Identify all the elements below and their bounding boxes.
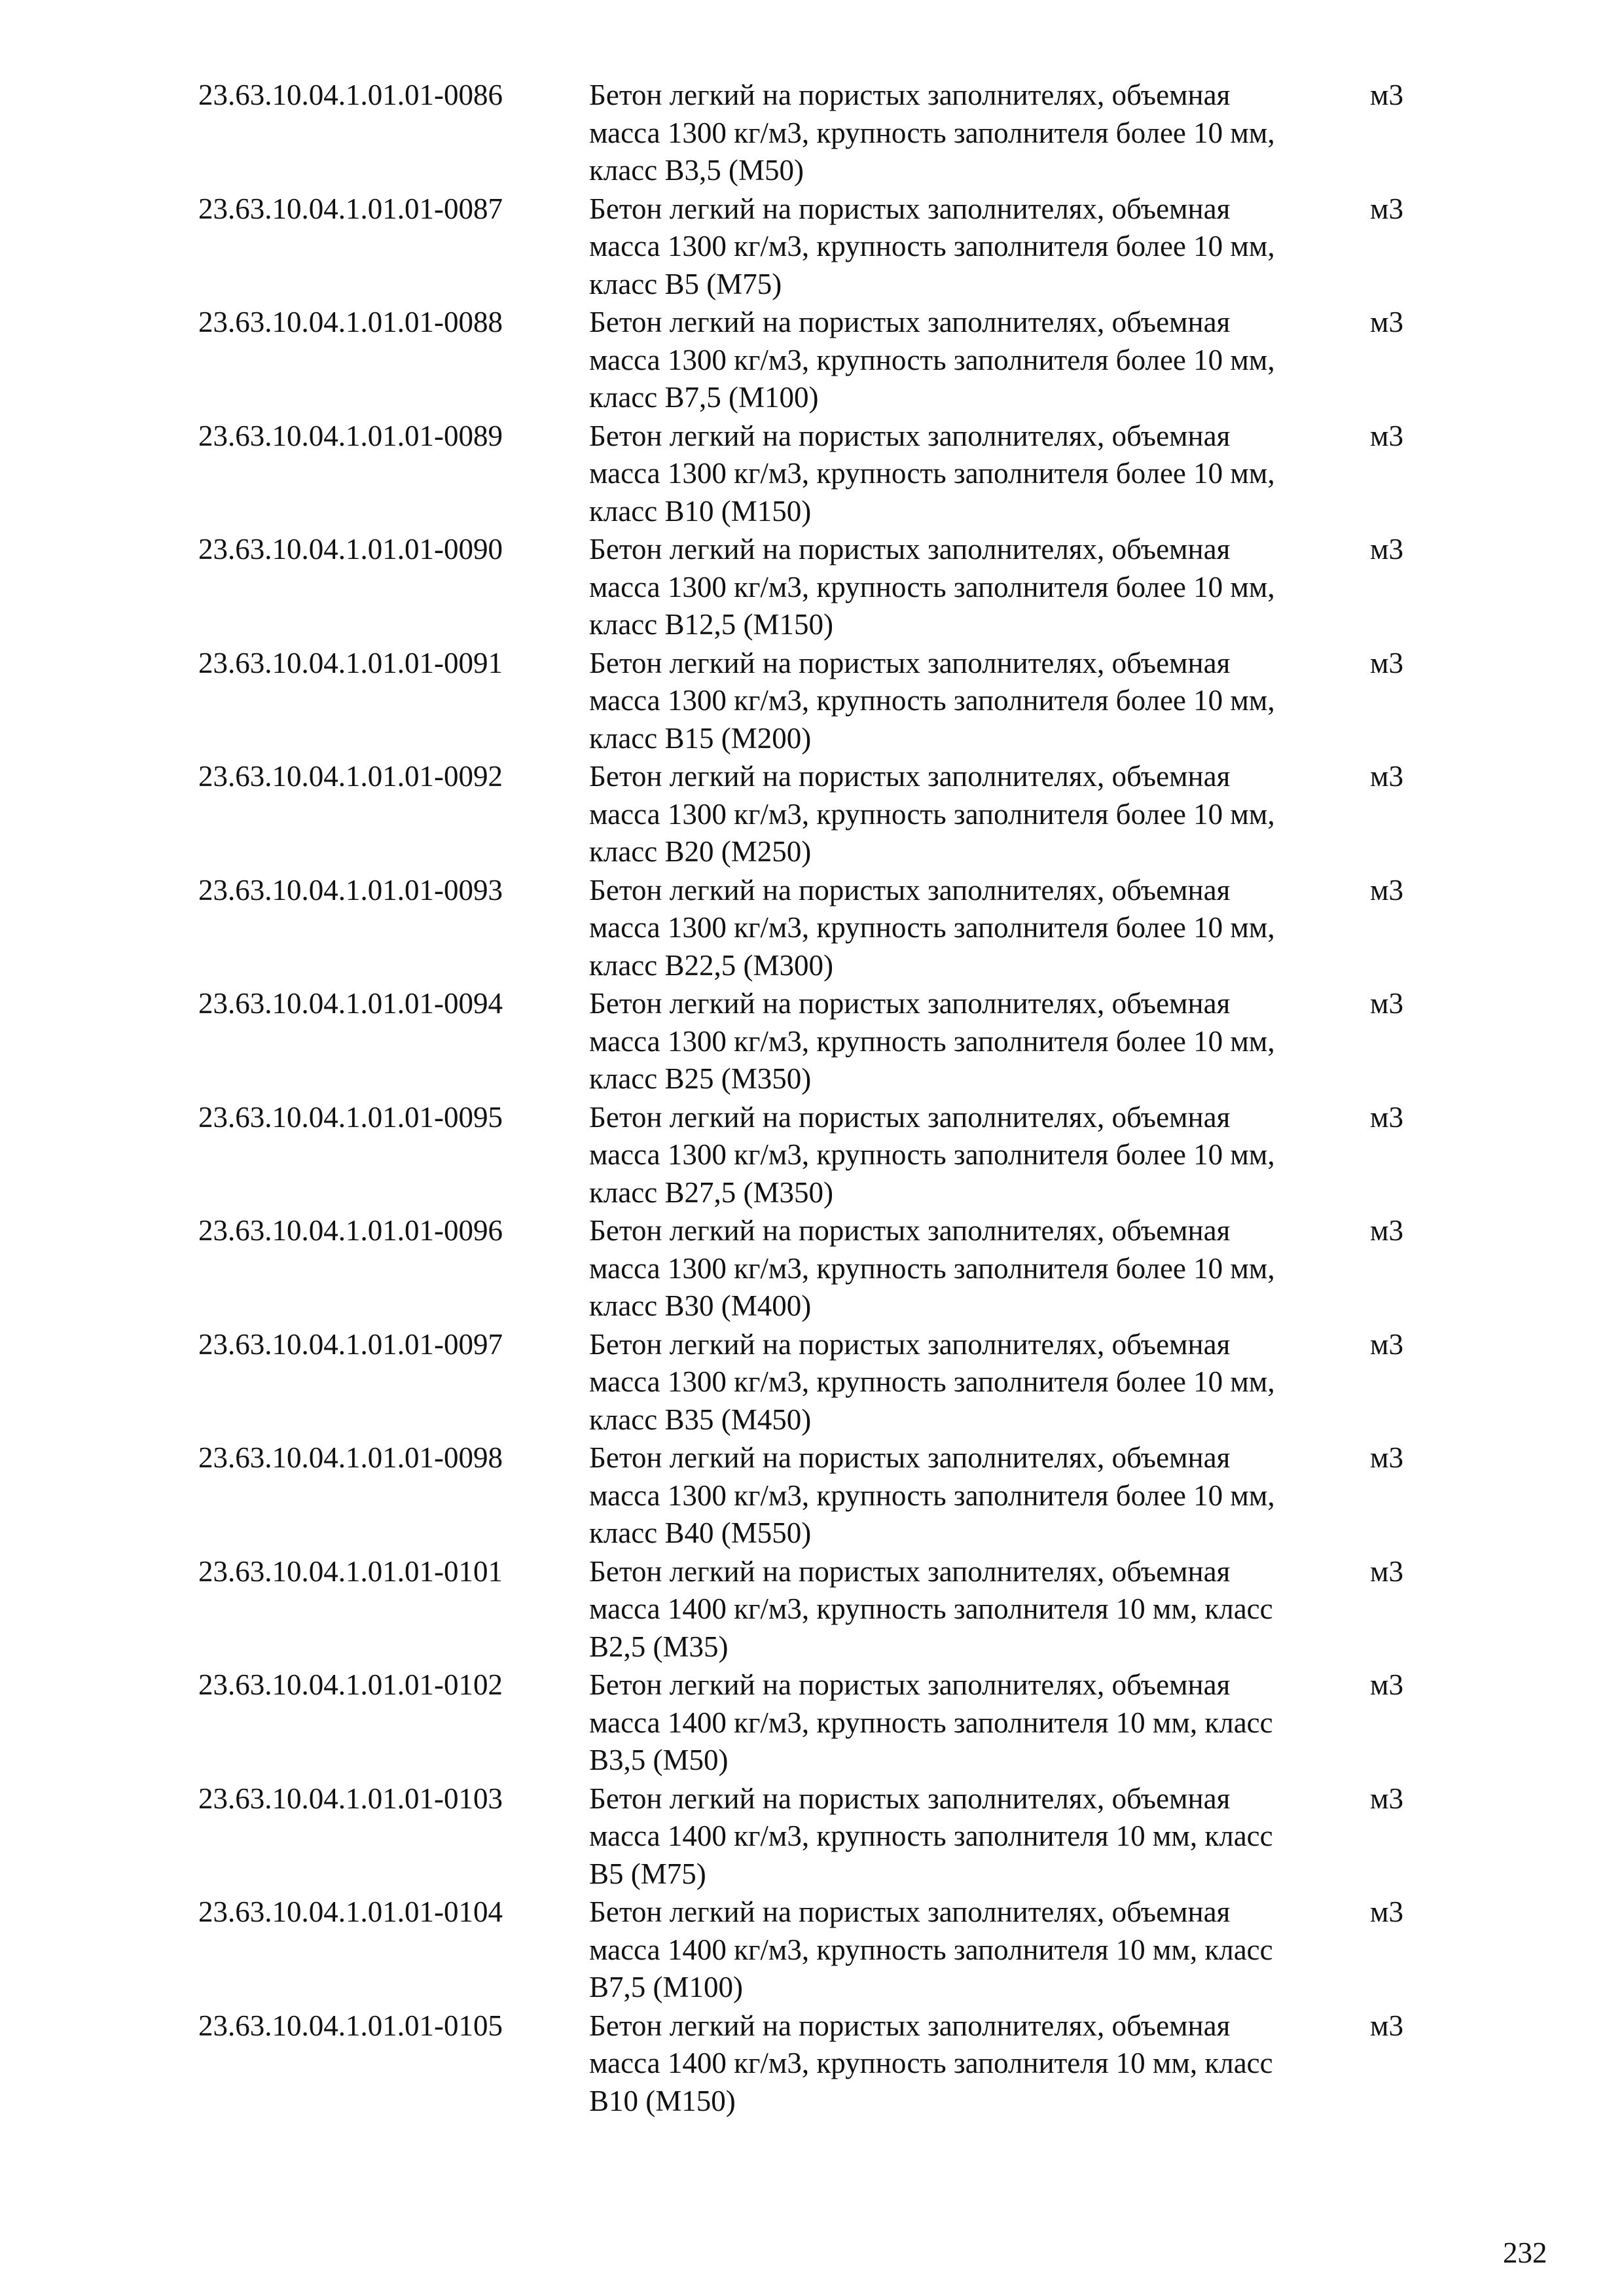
resource-description bbox=[589, 1439, 1368, 1552]
description-line: Бетон легкий на пористых заполнителях, объемная bbox=[589, 1668, 1231, 1701]
description-line: В3,5 (М50) bbox=[589, 1744, 729, 1776]
resource-code: 23.63.10.04.1.01.01-0096 bbox=[198, 1214, 503, 1247]
description-line: Бетон легкий на пористых заполнителях, объемная bbox=[589, 2009, 1231, 2042]
resource-code: 23.63.10.04.1.01.01-0089 bbox=[198, 419, 503, 452]
table-row bbox=[198, 1893, 1442, 2007]
description-line: класс В12,5 (М150) bbox=[589, 608, 833, 641]
resource-code: 23.63.10.04.1.01.01-0097 bbox=[198, 1327, 503, 1361]
price-list-table bbox=[198, 77, 1442, 2121]
description-line: класс В5 (М75) bbox=[589, 267, 782, 300]
resource-code: 23.63.10.04.1.01.01-0093 bbox=[198, 873, 503, 906]
table-row bbox=[198, 77, 1442, 190]
unit-of-measure: м3 bbox=[1370, 646, 1403, 679]
description-line: Бетон легкий на пористых заполнителях, объемная bbox=[589, 1327, 1231, 1361]
description-line: Бетон легкий на пористых заполнителях, объемная bbox=[589, 1554, 1231, 1588]
description-line: Бетон легкий на пористых заполнителях, объемная bbox=[589, 1895, 1231, 1928]
description-line: масса 1400 кг/м3, крупность заполнителя 10 мм, класс bbox=[589, 1592, 1273, 1625]
table-row bbox=[198, 1780, 1442, 1894]
description-line: Бетон легкий на пористых заполнителях, объемная bbox=[589, 1782, 1231, 1815]
unit-of-measure: м3 bbox=[1370, 192, 1403, 225]
resource-code: 23.63.10.04.1.01.01-0105 bbox=[198, 2009, 503, 2042]
description-line: масса 1300 кг/м3, крупность заполнителя более 10 мм, bbox=[589, 1024, 1275, 1058]
description-line: масса 1300 кг/м3, крупность заполнителя более 10 мм, bbox=[589, 570, 1275, 603]
description-line: класс В40 (М550) bbox=[589, 1516, 812, 1549]
description-line: масса 1300 кг/м3, крупность заполнителя более 10 мм, bbox=[589, 116, 1275, 149]
unit-of-measure: м3 bbox=[1370, 1100, 1403, 1134]
unit-of-measure: м3 bbox=[1370, 1441, 1403, 1474]
resource-code: 23.63.10.04.1.01.01-0103 bbox=[198, 1782, 503, 1815]
resource-code: 23.63.10.04.1.01.01-0087 bbox=[198, 192, 503, 225]
description-line: Бетон легкий на пористых заполнителях, объемная bbox=[589, 1100, 1231, 1134]
description-line: класс В35 (М450) bbox=[589, 1403, 812, 1436]
resource-code: 23.63.10.04.1.01.01-0086 bbox=[198, 79, 503, 111]
description-line: масса 1400 кг/м3, крупность заполнителя 10 мм, класс bbox=[589, 2047, 1273, 2079]
description-line: масса 1300 кг/м3, крупность заполнителя более 10 мм, bbox=[589, 797, 1275, 831]
unit-of-measure: м3 bbox=[1370, 760, 1403, 793]
resource-description bbox=[589, 418, 1368, 531]
description-line: масса 1400 кг/м3, крупность заполнителя 10 мм, класс bbox=[589, 1820, 1273, 1852]
description-line: класс В27,5 (М350) bbox=[589, 1175, 833, 1209]
unit-of-measure: м3 bbox=[1370, 419, 1403, 452]
resource-description bbox=[589, 190, 1368, 304]
resource-description bbox=[589, 1212, 1368, 1325]
resource-description bbox=[589, 304, 1368, 417]
description-line: масса 1300 кг/м3, крупность заполнителя более 10 мм, bbox=[589, 1138, 1275, 1171]
unit-of-measure: м3 bbox=[1370, 2009, 1403, 2042]
unit-of-measure: м3 bbox=[1370, 987, 1403, 1020]
description-line: масса 1300 кг/м3, крупность заполнителя более 10 мм, bbox=[589, 911, 1275, 944]
resource-description bbox=[589, 2007, 1368, 2121]
resource-description bbox=[589, 1893, 1368, 2007]
description-line: масса 1300 кг/м3, крупность заполнителя более 10 мм, bbox=[589, 343, 1275, 376]
description-line: Бетон легкий на пористых заполнителях, объемная bbox=[589, 419, 1231, 452]
resource-code: 23.63.10.04.1.01.01-0088 bbox=[198, 306, 503, 338]
description-line: класс В22,5 (М300) bbox=[589, 948, 833, 982]
unit-of-measure: м3 bbox=[1370, 1895, 1403, 1928]
table-row bbox=[198, 531, 1442, 645]
description-line: класс В25 (М350) bbox=[589, 1062, 812, 1095]
unit-of-measure: м3 bbox=[1370, 873, 1403, 906]
description-line: В7,5 (М100) bbox=[589, 1971, 743, 2003]
description-line: Бетон легкий на пористых заполнителях, объемная bbox=[589, 306, 1231, 338]
description-line: класс В20 (М250) bbox=[589, 835, 812, 868]
description-line: Бетон легкий на пористых заполнителях, объемная bbox=[589, 1214, 1231, 1247]
description-line: В10 (М150) bbox=[589, 2084, 736, 2117]
description-line: масса 1300 кг/м3, крупность заполнителя более 10 мм, bbox=[589, 1365, 1275, 1398]
description-line: Бетон легкий на пористых заполнителях, объемная bbox=[589, 873, 1231, 906]
description-line: класс В3,5 (М50) bbox=[589, 154, 804, 187]
unit-of-measure: м3 bbox=[1370, 1327, 1403, 1361]
description-line: масса 1400 кг/м3, крупность заполнителя 10 мм, класс bbox=[589, 1706, 1273, 1739]
table-row bbox=[198, 2007, 1442, 2121]
resource-code: 23.63.10.04.1.01.01-0098 bbox=[198, 1441, 503, 1474]
table-row bbox=[198, 1553, 1442, 1667]
resource-description bbox=[589, 1553, 1368, 1666]
table-row bbox=[198, 304, 1442, 418]
resource-code: 23.63.10.04.1.01.01-0095 bbox=[198, 1100, 503, 1134]
page-number: 232 bbox=[1503, 2236, 1547, 2269]
unit-of-measure: м3 bbox=[1370, 1214, 1403, 1247]
unit-of-measure: м3 bbox=[1370, 1782, 1403, 1815]
resource-code: 23.63.10.04.1.01.01-0094 bbox=[198, 987, 503, 1020]
resource-code: 23.63.10.04.1.01.01-0092 bbox=[198, 760, 503, 793]
description-line: В2,5 (М35) bbox=[589, 1630, 729, 1663]
resource-description bbox=[589, 1666, 1368, 1780]
description-line: масса 1300 кг/м3, крупность заполнителя более 10 мм, bbox=[589, 684, 1275, 717]
description-line: класс В30 (М400) bbox=[589, 1289, 812, 1322]
table-row bbox=[198, 985, 1442, 1099]
resource-code: 23.63.10.04.1.01.01-0090 bbox=[198, 533, 503, 565]
resource-description bbox=[589, 77, 1368, 190]
table-row bbox=[198, 1439, 1442, 1553]
resource-code: 23.63.10.04.1.01.01-0091 bbox=[198, 646, 503, 679]
table-row bbox=[198, 1212, 1442, 1326]
description-line: масса 1300 кг/м3, крупность заполнителя более 10 мм, bbox=[589, 457, 1275, 490]
resource-description bbox=[589, 1326, 1368, 1439]
description-line: Бетон легкий на пористых заполнителях, объемная bbox=[589, 533, 1231, 565]
resource-code: 23.63.10.04.1.01.01-0104 bbox=[198, 1895, 503, 1928]
table-row bbox=[198, 758, 1442, 872]
description-line: Бетон легкий на пористых заполнителях, объемная bbox=[589, 760, 1231, 793]
description-line: класс В15 (М200) bbox=[589, 721, 812, 755]
unit-of-measure: м3 bbox=[1370, 306, 1403, 338]
table-row bbox=[198, 1099, 1442, 1213]
description-line: масса 1300 кг/м3, крупность заполнителя более 10 мм, bbox=[589, 1251, 1275, 1285]
unit-of-measure: м3 bbox=[1370, 79, 1403, 111]
table-row bbox=[198, 645, 1442, 759]
table-row bbox=[198, 872, 1442, 986]
resource-description bbox=[589, 758, 1368, 871]
description-line: Бетон легкий на пористых заполнителях, объемная bbox=[589, 79, 1231, 111]
description-line: масса 1300 кг/м3, крупность заполнителя более 10 мм, bbox=[589, 1479, 1275, 1512]
table-row bbox=[198, 418, 1442, 531]
resource-description bbox=[589, 872, 1368, 985]
unit-of-measure: м3 bbox=[1370, 533, 1403, 565]
resource-description bbox=[589, 1099, 1368, 1212]
description-line: масса 1300 кг/м3, крупность заполнителя более 10 мм, bbox=[589, 230, 1275, 262]
resource-description bbox=[589, 645, 1368, 758]
description-line: класс В10 (М150) bbox=[589, 494, 812, 528]
unit-of-measure: м3 bbox=[1370, 1668, 1403, 1701]
table-row bbox=[198, 190, 1442, 304]
description-line: В5 (М75) bbox=[589, 1857, 706, 1890]
description-line: Бетон легкий на пористых заполнителях, объемная bbox=[589, 987, 1231, 1020]
resource-description bbox=[589, 985, 1368, 1098]
description-line: масса 1400 кг/м3, крупность заполнителя 10 мм, класс bbox=[589, 1933, 1273, 1966]
resource-code: 23.63.10.04.1.01.01-0101 bbox=[198, 1554, 503, 1588]
description-line: Бетон легкий на пористых заполнителях, объемная bbox=[589, 646, 1231, 679]
description-line: Бетон легкий на пористых заполнителях, объемная bbox=[589, 192, 1231, 225]
resource-code: 23.63.10.04.1.01.01-0102 bbox=[198, 1668, 503, 1701]
table-row bbox=[198, 1326, 1442, 1440]
description-line: класс В7,5 (М100) bbox=[589, 381, 819, 414]
table-row bbox=[198, 1666, 1442, 1780]
unit-of-measure: м3 bbox=[1370, 1554, 1403, 1588]
resource-description bbox=[589, 531, 1368, 644]
description-line: Бетон легкий на пористых заполнителях, объемная bbox=[589, 1441, 1231, 1474]
resource-description bbox=[589, 1780, 1368, 1893]
